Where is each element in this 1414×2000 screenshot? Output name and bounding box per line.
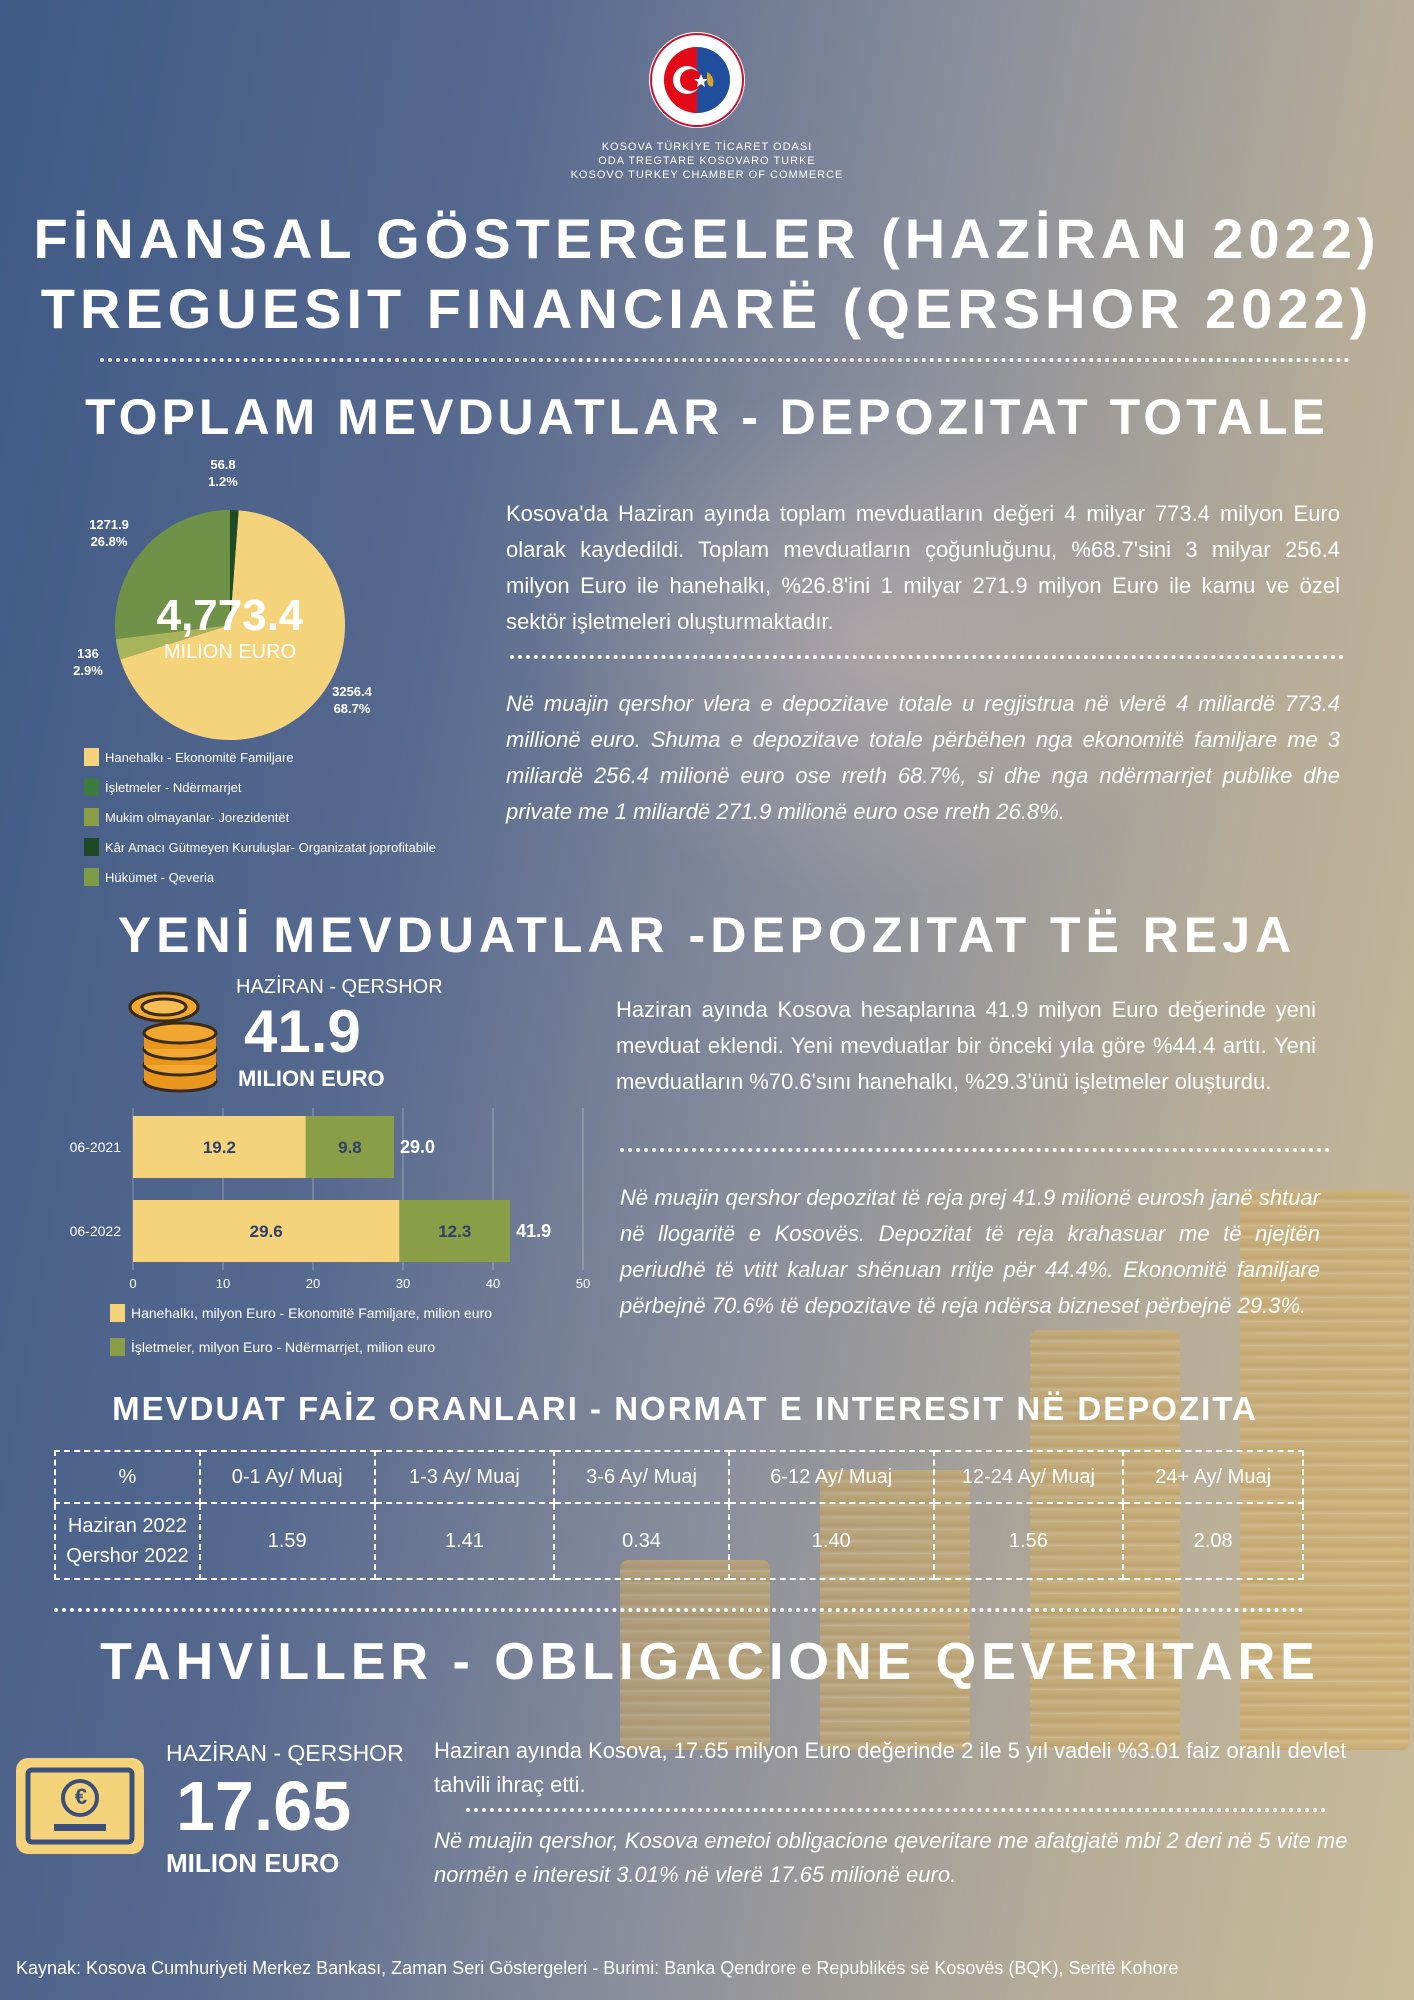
bar-value-label: 19.2 [202,1138,236,1157]
deposits-text-sq: Në muajin qershor vlera e depozitave totale u regjistrua në vlerë 4 miliardë 773.4 millionë euro. Shuma e depozitave totale përbëhen nga ekonomitë familjare me 3 miliardë 256.4 milionë euro ose rreth 68.7%, si dhe nga ndërmarrjet publike dhe private me 1 miliardë 271.9 milionë euro ose rreth 26.8%. [506,691,1340,824]
x-tick-label: 30 [395,1276,411,1291]
legend-label: İşletmeler - Ndërmarrjet [105,779,242,795]
x-tick-label: 20 [305,1276,321,1291]
legend-item [84,832,464,862]
bonds-period: HAZİRAN - QERSHOR [166,1740,404,1766]
table-header-row [55,1451,1303,1503]
row-label-tr: Haziran 2022 [67,1515,187,1537]
bar-legend [110,1296,570,1364]
table-header-cell: 0-1 Ay/ Muaj [200,1451,375,1503]
interest-rates-table [54,1450,1304,1580]
new-deposits-unit: MILION EURO [238,1066,385,1091]
legend-swatch [84,808,99,826]
coin-stack-icon [120,985,230,1095]
legend-label: Hükümet - Qeveria [105,869,215,885]
category-label: 06-2021 [69,1139,121,1155]
new-deposits-text-sq: Në muajin qershor depozitat të reja prej 41.9 milionë eurosh janë shtuar në llogaritë e Kosovës. Depozitat të reja krahasuar me të njejtën periudhë të vtitt kaluar shënuan rritje për 44.4%. Ekonomitë familjare përbejnë 70.6% të depozitave të reja ndërsa bizneset përbejnë 29.3%. [620,1185,1320,1318]
new-deposits-bar-chart [40,1100,600,1300]
legend-swatch [84,838,99,856]
pie-label-value: 3256.4 [332,684,372,699]
main-title-tr: FİNANSAL GÖSTERGELER (HAZİRAN 2022) [33,207,1381,270]
table-cell: 1.41 [375,1503,555,1579]
bar-total-label: 41.9 [516,1221,552,1241]
table-row [55,1503,1303,1579]
banknote-euro-symbol: € [74,1784,88,1809]
pie-legend [84,742,464,892]
x-tick-label: 50 [575,1276,591,1291]
chamber-name-en: KOSOVO TURKEY CHAMBER OF COMMERCE [570,169,844,181]
bonds-unit: MILION EURO [166,1848,340,1878]
pie-label-pct: 1.2% [208,474,238,489]
legend-swatch [110,1338,125,1356]
new-deposits-heading: YENİ MEVDUATLAR -DEPOZITAT TË REJA [117,907,1297,963]
bonds-text-sq: Në muajin qershor, Kosova emetoi obligacione qeveritare me afatgjatë mbi 2 deri në 5 vite me normën e interesit 3.01% në vlerë 17.65 milionë euro. [434,1828,1348,1887]
legend-swatch [110,1304,125,1322]
table-header-cell: 12-24 Ay/ Muaj [934,1451,1124,1503]
pie-total-unit: MILION EURO [163,641,297,663]
legend-label: Hanehalkı, milyon Euro - Ekonomitë Familjare, milion euro [131,1305,493,1321]
table-header-cell: 1-3 Ay/ Muaj [375,1451,555,1503]
new-deposits-period: HAZİRAN - QERSHOR [236,976,443,998]
bonds-value: 17.65 [176,1767,352,1845]
bar-total-label: 29.0 [400,1137,436,1157]
table-cell: 0.34 [554,1503,729,1579]
row-label-sq: Qershor 2022 [66,1545,189,1567]
legend-item [84,862,464,892]
deposits-heading: TOPLAM MEVDUATLAR - DEPOZITAT TOTALE [85,389,1329,445]
legend-label: Mukim olmayanlar- Jorezidentët [105,809,290,825]
main-title-sq: TREGUESIT FINANCIARË (QERSHOR 2022) [40,277,1374,340]
table-cell: 2.08 [1123,1503,1303,1579]
table-header-cell: % [55,1451,200,1503]
legend-label: Kâr Amacı Gütmeyen Kuruluşlar- Organizatat joprofitabile [105,839,436,855]
legend-item [84,772,464,802]
legend-label: İşletmeler, milyon Euro - Ndërmarrjet, milion euro [131,1339,436,1355]
pie-label-pct: 2.9% [73,663,103,678]
pie-label-pct: 26.8% [90,534,128,549]
new-deposits-text-tr: Haziran ayında Kosova hesaplarına 41.9 milyon Euro değerinde yeni mevduat eklendi. Yeni mevduatlar bir önceki yıla göre %44.4 arttı. Yeni mevduatların %70.6'sını hanehalkı, %29.3'ünü işletmeler oluşturdu. [616,997,1316,1094]
pie-label-households [322,683,382,717]
divider [510,655,1344,659]
bar-value-label: 29.6 [249,1222,283,1241]
table-header-cell: 24+ Ay/ Muaj [1123,1451,1303,1503]
deposits-text-tr: Kosova'da Haziran ayında toplam mevduatların değeri 4 milyar 773.4 milyon Euro olarak kaydedildi. Toplam mevduatların çoğunluğunu, %68.7'sini 3 milyar 256.4 milyon Euro ile hanehalkı, %26.8'ini 1 milyar 271.9 milyon Euro ile kamu ve özel sektör işletmeleri oluşturmaktadır. [506,501,1340,634]
chamber-name-sq: ODA TREGTARE KOSOVARO TURKE [598,155,816,167]
legend-item [110,1330,570,1364]
table-row-label [55,1503,200,1579]
new-deposits-value: 41.9 [244,998,361,1065]
category-label: 06-2022 [69,1223,121,1239]
chamber-name-tr: KOSOVA TÜRKİYE TİCARET ODASI [601,141,813,153]
pie-label-pct: 68.7% [333,701,371,716]
source-footer: Kaynak: Kosova Cumhuriyeti Merkez Bankası, Zaman Seri Göstergeleri - Burimi: Banka Qendrore e Republikës së Kosovës (BQK), Seritë Kohore [16,1958,1179,1978]
table-header-cell: 3-6 Ay/ Muaj [554,1451,729,1503]
pie-label-businesses [78,516,140,550]
legend-swatch [84,868,99,886]
table-cell: 1.56 [934,1503,1124,1579]
x-tick-label: 10 [215,1276,231,1291]
legend-item [110,1296,570,1330]
pie-center-label [125,592,335,664]
table-cell: 1.59 [200,1503,375,1579]
table-cell: 1.40 [729,1503,934,1579]
legend-swatch [84,778,99,796]
chamber-name [457,140,957,182]
chamber-logo [647,30,747,130]
divider [620,1148,1330,1152]
legend-item [84,742,464,772]
rates-heading: MEVDUAT FAİZ ORANLARI - NORMAT E INTERESIT NË DEPOZITA [112,1390,1258,1427]
x-tick-label: 0 [129,1276,137,1291]
x-tick-label: 40 [485,1276,501,1291]
divider [54,1608,1304,1612]
legend-label: Hanehalkı - Ekonomitë Familjare [105,749,294,765]
legend-item [84,802,464,832]
pie-label-nonprofit [195,456,251,490]
divider [466,1808,1326,1812]
table-header-cell: 6-12 Ay/ Muaj [729,1451,934,1503]
divider [100,358,1350,362]
bar-value-label: 9.8 [338,1138,362,1157]
bar-value-label: 12.3 [438,1222,472,1241]
pie-label-value: 56.8 [210,457,236,472]
legend-swatch [84,748,99,766]
pie-total-value: 4,773.4 [156,591,304,640]
pie-label-nonresidents [60,645,116,679]
bonds-text-tr: Haziran ayında Kosova, 17.65 milyon Euro değerinde 2 ile 5 yıl vadeli %3.01 faiz oranlı devlet tahvili ihraç etti. [434,1738,1347,1797]
bonds-heading: TAHVİLLER - OBLIGACIONE QEVERITARE [100,1633,1320,1691]
pie-label-value: 1271.9 [89,517,129,532]
pie-label-value: 136 [77,646,99,661]
